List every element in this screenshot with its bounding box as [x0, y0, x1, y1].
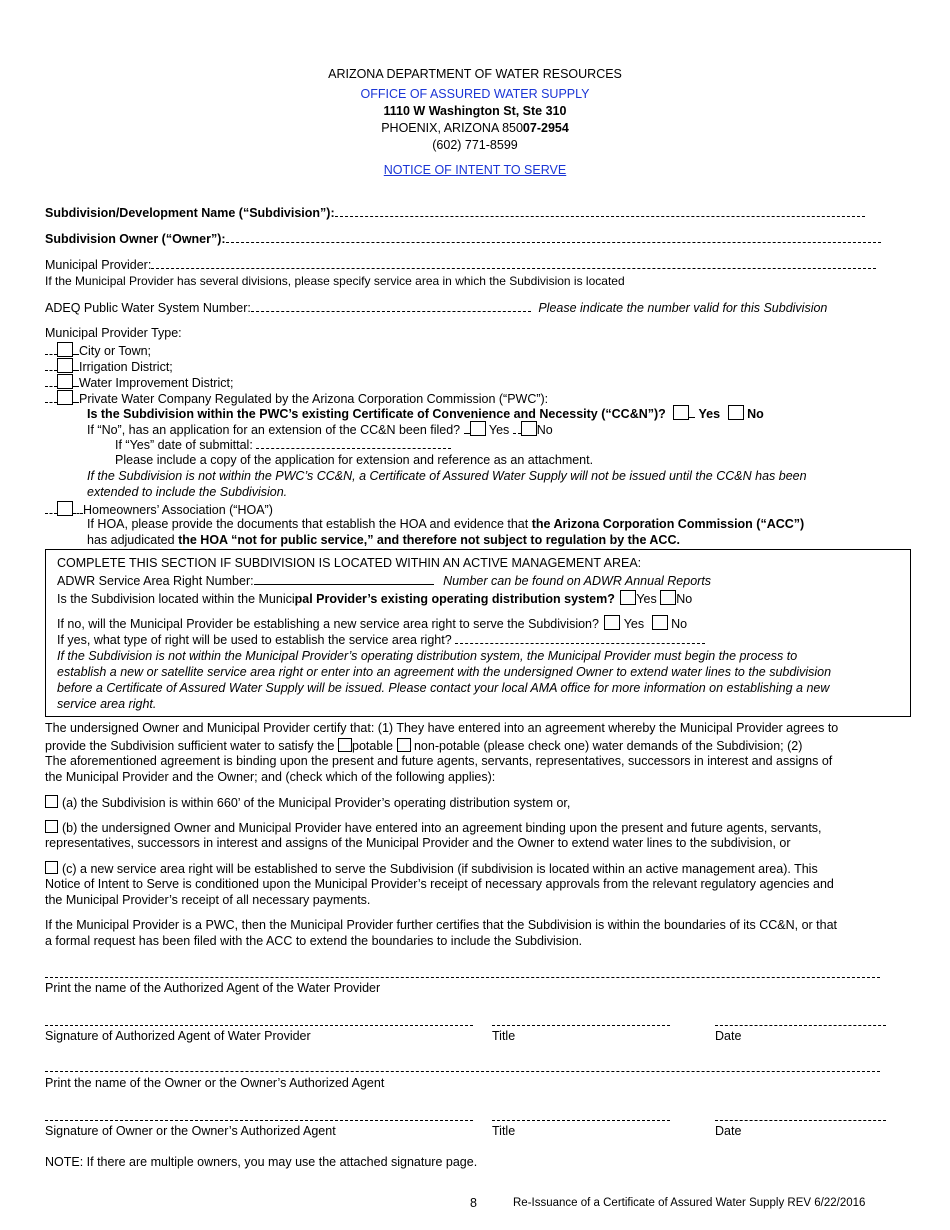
option-c-line-2: Notice of Intent to Serve is conditioned upon the Municipal Provider’s receipt of necessary approvals from the relevant regulatory agencies and	[45, 877, 834, 891]
subdivision-name-field[interactable]	[45, 205, 865, 220]
page-number: 8	[470, 1196, 477, 1210]
agent-signature-label: Signature of Authorized Agent of Water Provider	[45, 1029, 311, 1043]
owner-field[interactable]	[45, 231, 881, 246]
subdivision-name-input[interactable]	[335, 205, 865, 217]
ama-right-number-note: Number can be found on ADWR Annual Reports	[443, 574, 712, 588]
non-potable-checkbox[interactable]	[397, 738, 411, 752]
subdivision-name-label: Subdivision/Development Name (“Subdivision”):	[45, 206, 335, 220]
agent-title-label: Title	[492, 1029, 516, 1043]
distribution-yes-checkbox[interactable]	[620, 590, 636, 605]
agent-name-label: Print the name of the Authorized Agent of the Water Provider	[45, 981, 381, 995]
extension-yes-label: Yes	[488, 423, 510, 437]
ccn-question: Is the Subdivision within the PWC’s existing Certificate of Convenience and Necessity (“CC&N”)? Yes No	[87, 407, 764, 421]
agent-name-line[interactable]	[45, 976, 880, 978]
revision-footer: Re-Issuance of a Certificate of Assured Water Supply REV 6/22/2016	[513, 1197, 866, 1209]
extension-yes-checkbox[interactable]	[470, 421, 486, 436]
municipal-provider-input[interactable]	[151, 257, 876, 269]
agency-name: ARIZONA DEPARTMENT OF WATER RESOURCES	[328, 67, 622, 81]
new-right-yes-checkbox[interactable]	[604, 615, 620, 630]
pwc-certification-line-1: If the Municipal Provider is a PWC, then the Municipal Provider further certifies that the Subdivision is within the boundaries of its CC&N, or that	[45, 918, 838, 932]
option-b-line-2: representatives, successors in interest and assigns of the Municipal Provider and the Owner to extend water lines to the subdivision, or	[45, 836, 791, 850]
option-c-line-3: the Municipal Provider’s receipt of all necessary payments.	[45, 893, 371, 907]
provider-type-irrigation[interactable]: Irrigation District;	[45, 358, 173, 374]
municipal-provider-label: Municipal Provider:	[45, 258, 152, 272]
owner-date-label: Date	[715, 1124, 742, 1138]
owner-label: Subdivision Owner (“Owner”):	[45, 232, 226, 246]
owner-title-line[interactable]	[492, 1119, 670, 1121]
submittal-date-field[interactable]: If “Yes” date of submittal:	[115, 437, 451, 452]
ama-right-number-input[interactable]	[254, 573, 434, 585]
owner-date-line[interactable]	[715, 1119, 886, 1121]
submittal-date-input[interactable]	[256, 437, 451, 449]
extension-copy-note: Please include a copy of the application for extension and reference as an attachment.	[115, 453, 594, 467]
provider-type-pwc[interactable]: Private Water Company Regulated by the Arizona Corporation Commission (“PWC”):	[45, 390, 548, 406]
non-potable-label: non-potable (please check one) water demands of the Subdivision; (2)	[413, 739, 803, 753]
office-phone: (602) 771-8599	[432, 138, 518, 152]
potable-label: potable	[352, 739, 394, 753]
multiple-owners-note: NOTE: If there are multiple owners, you may use the attached signature page.	[45, 1155, 478, 1169]
certification-line-4: the Municipal Provider and the Owner; and (check which of the following applies):	[45, 770, 496, 784]
option-c-checkbox[interactable]	[45, 861, 58, 874]
ccn-no-checkbox[interactable]	[728, 405, 744, 420]
ama-note-line-2: establish a new or satellite service area right or enter into an agreement with the undersigned Owner to extend water lines to the subdivision	[57, 665, 832, 679]
ama-note-line-4: service area right.	[57, 697, 157, 711]
ccn-warning-line-2: extended to include the Subdivision.	[87, 485, 288, 499]
ama-note-line-3: before a Certificate of Assured Water Supply will be issued. Please contact your local AMA office for more information on establishing a new	[57, 681, 830, 695]
option-c[interactable]: (c) a new service area right will be established to serve the Subdivision (if subdivision is located within an active management area). This	[45, 861, 818, 876]
agent-date-line[interactable]	[715, 1024, 886, 1026]
provider-type-hoa[interactable]: Homeowners’ Association (“HOA”)	[45, 501, 273, 517]
option-b-checkbox[interactable]	[45, 820, 58, 833]
ama-right-type-field[interactable]: If yes, what type of right will be used to establish the service area right?	[57, 632, 705, 647]
ccn-yes-checkbox[interactable]	[673, 405, 689, 420]
distribution-no-checkbox[interactable]	[660, 590, 676, 605]
ama-section-heading: COMPLETE THIS SECTION IF SUBDIVISION IS LOCATED WITHIN AN ACTIVE MANAGEMENT AREA:	[57, 556, 642, 570]
agent-title-line[interactable]	[492, 1024, 670, 1026]
pwc-checkbox[interactable]	[57, 390, 73, 405]
hoa-note-line-2: has adjudicated the HOA “not for public service,” and therefore not subject to regulation by the ACC.	[87, 533, 680, 547]
extension-no-label: No	[536, 423, 553, 437]
extension-question: If “No”, has an application for an extension of the CC&N been filed? Yes No	[87, 423, 553, 437]
extension-no-checkbox[interactable]	[521, 421, 537, 436]
certification-line-3: The aforementioned agreement is binding upon the present and future agents, servants, representatives, successors in interest and assigns of	[45, 754, 833, 768]
ama-note-line-1: If the Subdivision is not within the Municipal Provider’s operating distribution system, the Municipal Provider must begin the process to	[57, 649, 798, 663]
option-a-checkbox[interactable]	[45, 795, 58, 808]
ccn-warning-line-1: If the Subdivision is not within the PWC’s CC&N, a Certificate of Assured Water Supply will not be issued until the CC&N has been	[87, 469, 807, 483]
option-a[interactable]: (a) the Subdivision is within 660’ of the Municipal Provider’s operating distribution system or,	[45, 795, 570, 810]
municipal-provider-note: If the Municipal Provider has several divisions, please specify service area in which the Subdivision is located	[45, 274, 625, 288]
hoa-note-line-1: If HOA, please provide the documents that establish the HOA and evidence that the Arizona Corporation Commission (“ACC”)	[87, 517, 805, 531]
ama-distribution-question: Is the Subdivision located within the Municipal Provider’s existing operating distribution system? Yes No	[57, 592, 693, 606]
new-right-no-checkbox[interactable]	[652, 615, 668, 630]
municipal-provider-field[interactable]	[45, 257, 876, 272]
provider-type-city[interactable]: City or Town;	[45, 342, 151, 358]
certification-line-2: provide the Subdivision sufficient water to satisfy the potable non-potable (please check one) water demands of the Subdivision; (2)	[45, 739, 803, 753]
certification-line-1: The undersigned Owner and Municipal Provider certify that: (1) They have entered into an agreement whereby the Municipal Provider agrees to	[45, 721, 839, 735]
office-name: OFFICE OF ASSURED WATER SUPPLY	[360, 87, 590, 101]
irrigation-checkbox[interactable]	[57, 358, 73, 373]
owner-name-label: Print the name of the Owner or the Owner’s Authorized Agent	[45, 1076, 385, 1090]
agent-signature-line[interactable]	[45, 1024, 473, 1026]
potable-checkbox[interactable]	[338, 738, 352, 752]
adeq-label: ADEQ Public Water System Number:	[45, 301, 251, 315]
agent-date-label: Date	[715, 1029, 742, 1043]
office-city: PHOENIX, ARIZONA 85007-2954	[381, 121, 569, 135]
office-address: 1110 W Washington St, Ste 310	[383, 104, 567, 118]
ama-right-type-input[interactable]	[455, 632, 705, 644]
ama-new-right-question: If no, will the Municipal Provider be establishing a new service area right to serve the Subdivision? Yes No	[57, 617, 688, 631]
ccn-no-label: No	[747, 407, 764, 421]
owner-title-label: Title	[492, 1124, 516, 1138]
owner-signature-label: Signature of Owner or the Owner’s Authorized Agent	[45, 1124, 336, 1138]
provider-type-water-improvement[interactable]: Water Improvement District;	[45, 374, 233, 390]
water-improvement-checkbox[interactable]	[57, 374, 73, 389]
adeq-note: Please indicate the number valid for this Subdivision	[538, 301, 828, 315]
owner-signature-line[interactable]	[45, 1119, 473, 1121]
ccn-yes-label: Yes	[698, 407, 721, 421]
pwc-certification-line-2: a formal request has been filed with the ACC to extend the boundaries to include the Subdivision.	[45, 934, 583, 948]
owner-name-line[interactable]	[45, 1070, 880, 1072]
owner-input[interactable]	[226, 231, 881, 243]
city-checkbox[interactable]	[57, 342, 73, 357]
option-b[interactable]: (b) the undersigned Owner and Municipal Provider have entered into an agreement binding upon the present and future agents, servants,	[45, 820, 822, 835]
adeq-input[interactable]	[251, 300, 531, 312]
provider-type-label: Municipal Provider Type:	[45, 326, 182, 340]
form-title: NOTICE OF INTENT TO SERVE	[383, 163, 567, 177]
adeq-field[interactable]	[45, 300, 827, 315]
ama-right-number-field[interactable]: ADWR Service Area Right Number: Number can be found on ADWR Annual Reports	[57, 574, 712, 588]
hoa-checkbox[interactable]	[57, 501, 73, 516]
